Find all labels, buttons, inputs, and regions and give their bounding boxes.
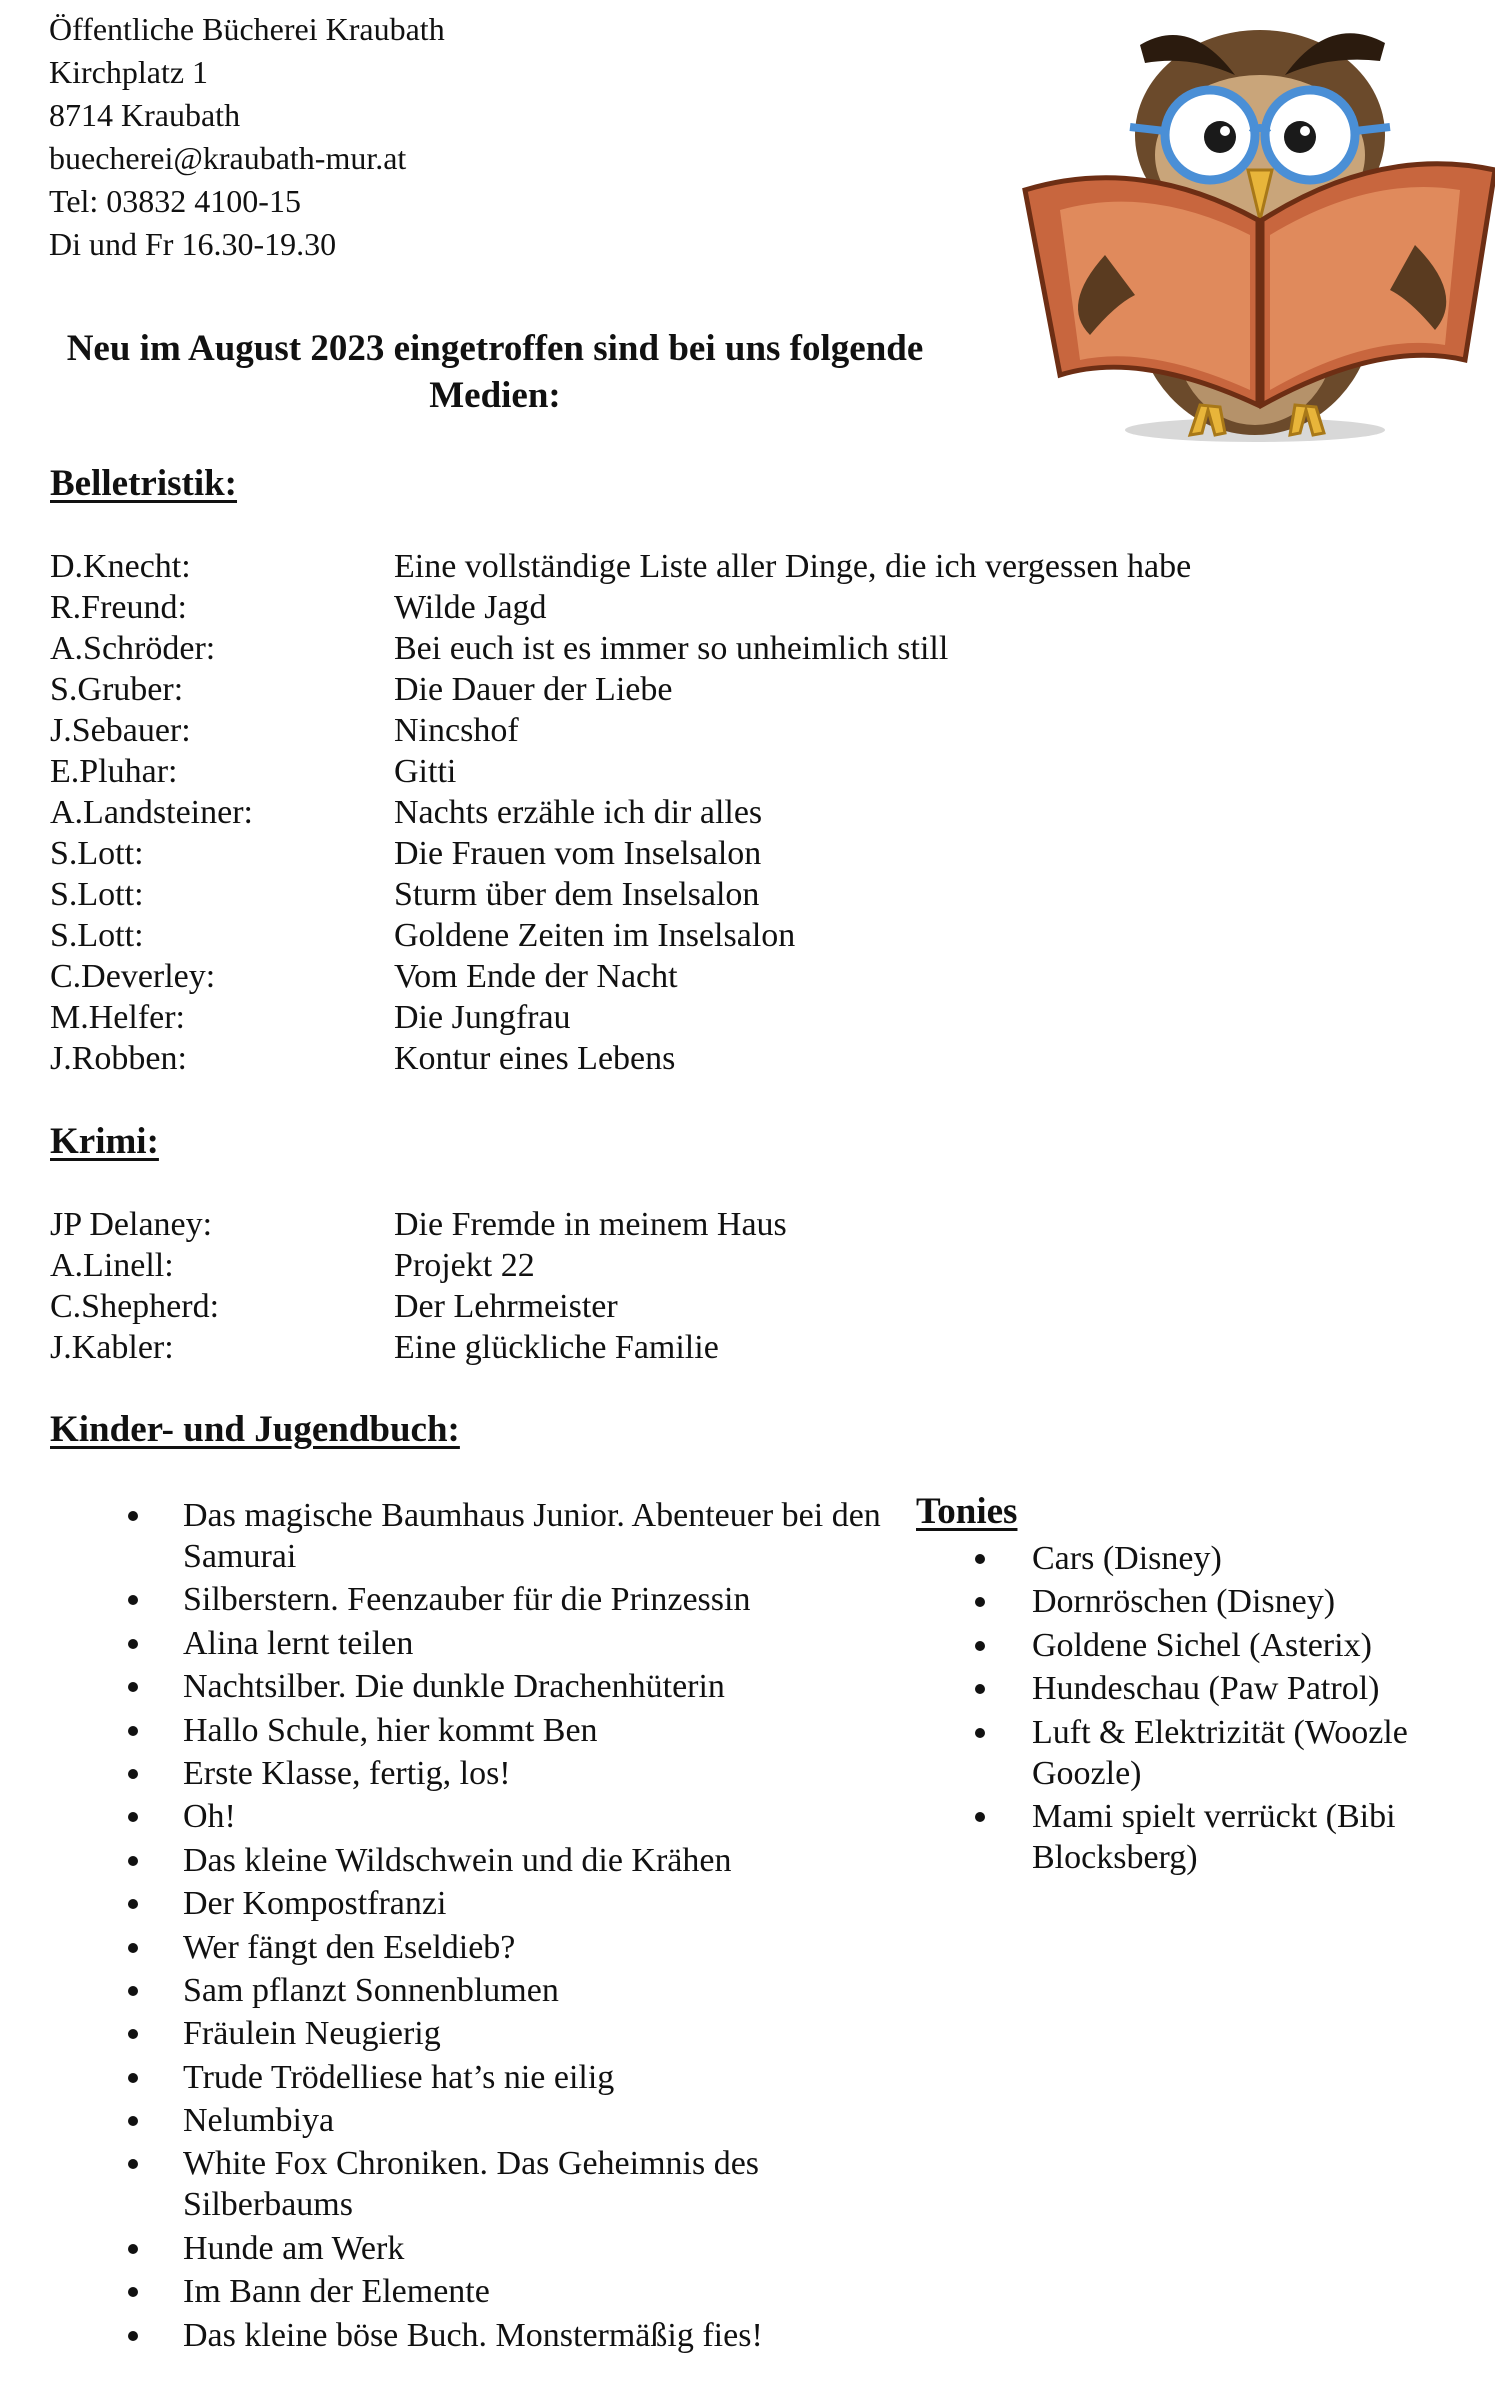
bullet-dot-icon <box>128 1856 138 1866</box>
bullet-dot-icon <box>128 2073 138 2083</box>
list-item-text: Das magische Baumhaus Junior. Abenteuer bei den Samurai <box>183 1497 881 1575</box>
bullet-dot-icon <box>128 1682 138 1692</box>
book-title: Nincshof <box>394 712 519 749</box>
bullet-dot-icon <box>975 1812 985 1822</box>
list-item <box>975 1581 1445 1622</box>
list-item-text: Erste Klasse, fertig, los! <box>183 1754 511 1792</box>
list-item <box>128 1623 888 1664</box>
page-headline <box>30 325 960 419</box>
list-item <box>128 2228 888 2269</box>
bullet-dot-icon <box>128 2244 138 2254</box>
book-title: Die Jungfrau <box>394 999 571 1036</box>
list-item <box>128 1927 888 1968</box>
list-item <box>128 2057 888 2098</box>
list-item-text: Der Kompostfranzi <box>183 1885 447 1923</box>
book-author: JP Delaney: <box>50 1206 213 1243</box>
book-title: Vom Ende der Nacht <box>394 958 678 995</box>
kinder-jugendbuch-list <box>128 1495 888 2358</box>
list-item <box>975 1712 1445 1794</box>
book-title: Eine vollständige Liste aller Dinge, die ich vergessen habe <box>394 548 1192 585</box>
section-title-belletristik: Belletristik: <box>50 463 238 504</box>
bullet-dot-icon <box>128 2159 138 2169</box>
bullet-dot-icon <box>128 1899 138 1909</box>
book-author: C.Shepherd: <box>50 1288 220 1325</box>
book-title: Sturm über dem Inselsalon <box>394 876 760 913</box>
bullet-dot-icon <box>975 1728 985 1738</box>
book-author: M.Helfer: <box>50 999 186 1036</box>
book-title: Wilde Jagd <box>394 589 547 626</box>
list-item <box>128 1840 888 1881</box>
bullet-dot-icon <box>128 2331 138 2341</box>
list-item-text: Alina lernt teilen <box>183 1624 414 1662</box>
list-item <box>128 2013 888 2054</box>
list-item-text: Luft & Elektrizität (Woozle Goozle) <box>1032 1713 1408 1792</box>
bullet-dot-icon <box>128 1595 138 1605</box>
library-email: buecherei@kraubath-mur.at <box>49 140 407 176</box>
book-author: S.Lott: <box>50 876 144 913</box>
headline-line-1: Neu im August 2023 eingetroffen sind bei uns folgende <box>66 328 924 369</box>
list-item <box>975 1625 1445 1666</box>
list-item <box>128 2143 888 2225</box>
library-opening-hours: Di und Fr 16.30-19.30 <box>49 226 337 262</box>
headline-line-2: Medien: <box>429 375 561 416</box>
list-item-text: Wer fängt den Eseldieb? <box>183 1928 516 1966</box>
bullet-dot-icon <box>128 1943 138 1953</box>
book-author: S.Gruber: <box>50 671 184 708</box>
book-author: J.Kabler: <box>50 1329 174 1366</box>
bullet-dot-icon <box>128 1726 138 1736</box>
list-item <box>128 1495 888 1577</box>
bullet-dot-icon <box>128 1769 138 1779</box>
book-author: S.Lott: <box>50 835 144 872</box>
section-title-tonies: Tonies <box>916 1491 1018 1532</box>
list-item-text: Nelumbiya <box>183 2102 335 2140</box>
list-item <box>128 2100 888 2141</box>
book-title: Kontur eines Lebens <box>394 1040 676 1077</box>
section-title-krimi: Krimi: <box>50 1121 159 1162</box>
list-item <box>128 1666 888 1707</box>
list-item-text: Mami spielt verrückt (Bibi Blocksberg) <box>1032 1797 1396 1876</box>
book-author: R.Freund: <box>50 589 187 626</box>
bullet-dot-icon <box>975 1641 985 1651</box>
list-item-text: Fräulein Neugierig <box>183 2015 441 2053</box>
list-item-text: Hallo Schule, hier kommt Ben <box>183 1711 598 1749</box>
list-item <box>128 1753 888 1794</box>
library-street: Kirchplatz 1 <box>49 54 209 90</box>
list-item-text: Hundeschau (Paw Patrol) <box>1032 1670 1380 1708</box>
book-author: J.Robben: <box>50 1040 187 1077</box>
book-title: Projekt 22 <box>394 1247 535 1284</box>
book-title: Gitti <box>394 753 457 790</box>
list-item-text: Dornröschen (Disney) <box>1032 1583 1336 1621</box>
list-item-text: Hunde am Werk <box>183 2229 405 2267</box>
library-city: 8714 Kraubath <box>49 97 241 133</box>
book-author: D.Knecht: <box>50 548 191 585</box>
tonies-list <box>975 1538 1445 1880</box>
bullet-dot-icon <box>975 1597 985 1607</box>
library-contact-block <box>49 8 445 266</box>
bullet-dot-icon <box>128 2287 138 2297</box>
book-title: Goldene Zeiten im Inselsalon <box>394 917 796 954</box>
book-title: Eine glückliche Familie <box>394 1329 719 1366</box>
list-item-text: Nachtsilber. Die dunkle Drachenhüterin <box>183 1668 725 1706</box>
book-title: Die Fremde in meinem Haus <box>394 1206 787 1243</box>
list-item-text: Silberstern. Feenzauber für die Prinzessin <box>183 1581 751 1619</box>
list-item-text: Das kleine böse Buch. Monstermäßig fies! <box>183 2316 763 2354</box>
bullet-dot-icon <box>128 1511 138 1521</box>
list-item-text: Goldene Sichel (Asterix) <box>1032 1626 1372 1664</box>
book-author: S.Lott: <box>50 917 144 954</box>
list-item-text: Sam pflanzt Sonnenblumen <box>183 1971 559 2009</box>
book-title: Die Dauer der Liebe <box>394 671 673 708</box>
library-phone: Tel: 03832 4100-15 <box>49 183 301 219</box>
bullet-dot-icon <box>128 2116 138 2126</box>
section-title-kinder-jugendbuch: Kinder- und Jugendbuch: <box>50 1409 460 1450</box>
list-item <box>975 1538 1445 1579</box>
bullet-dot-icon <box>128 1639 138 1649</box>
list-item-text: Cars (Disney) <box>1032 1540 1222 1577</box>
list-item <box>128 2315 888 2356</box>
bullet-dot-icon <box>128 2029 138 2039</box>
book-author: A.Schröder: <box>50 630 216 667</box>
book-author: A.Linell: <box>50 1247 174 1284</box>
bullet-dot-icon <box>128 1986 138 1996</box>
bullet-dot-icon <box>975 1684 985 1694</box>
book-title: Bei euch ist es immer so unheimlich still <box>394 630 949 667</box>
book-author: A.Landsteiner: <box>50 794 253 831</box>
list-item <box>128 2271 888 2312</box>
list-item <box>975 1796 1445 1878</box>
library-name: Öffentliche Bücherei Kraubath <box>49 11 445 47</box>
owl-reading-book-icon <box>1020 5 1495 455</box>
book-author: C.Deverley: <box>50 958 216 995</box>
list-item <box>128 1970 888 2011</box>
book-title: Der Lehrmeister <box>394 1288 618 1325</box>
book-title: Nachts erzähle ich dir alles <box>394 794 763 831</box>
list-item <box>128 1710 888 1751</box>
book-author: E.Pluhar: <box>50 753 178 790</box>
list-item <box>128 1796 888 1837</box>
list-item-text: Trude Trödelliese hat’s nie eilig <box>183 2058 615 2096</box>
list-item-text: Das kleine Wildschwein und die Krähen <box>183 1841 732 1879</box>
book-title: Die Frauen vom Inselsalon <box>394 835 762 872</box>
list-item <box>975 1668 1445 1709</box>
book-author: J.Sebauer: <box>50 712 191 749</box>
bullet-dot-icon <box>975 1554 985 1564</box>
list-item-text: Oh! <box>183 1798 236 1836</box>
list-item-text: Im Bann der Elemente <box>183 2273 490 2311</box>
list-item <box>128 1579 888 1620</box>
list-item-text: White Fox Chroniken. Das Geheimnis des Silberbaums <box>183 2145 760 2224</box>
list-item <box>128 1883 888 1924</box>
bullet-dot-icon <box>128 1812 138 1822</box>
